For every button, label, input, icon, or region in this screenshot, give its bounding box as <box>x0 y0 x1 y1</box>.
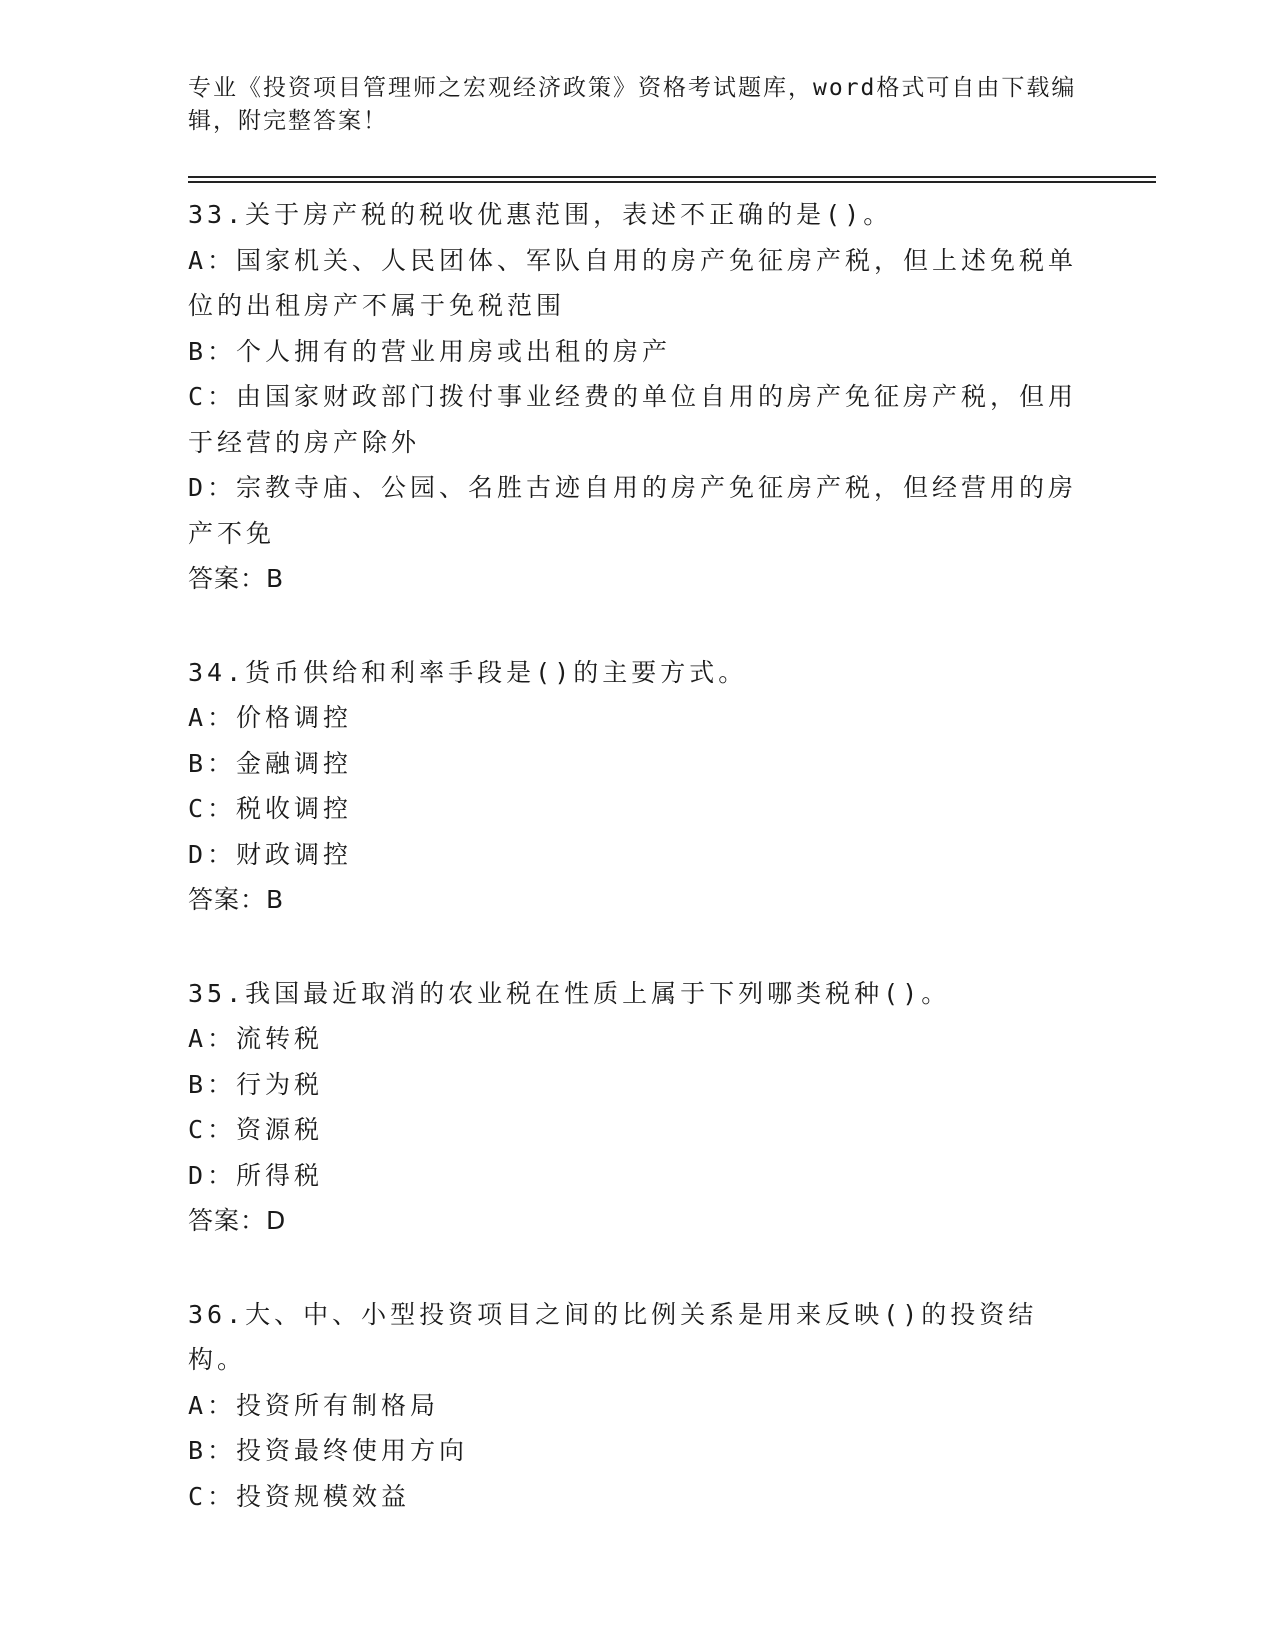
option-b: B：行为税 <box>188 1069 324 1099</box>
question-stem: 34.货币供给和利率手段是()的主要方式。 <box>188 657 748 687</box>
question-stem: 36.大、中、小型投资项目之间的比例关系是用来反映()的投资结构。 <box>188 1299 1038 1374</box>
question-stem: 33.关于房产税的税收优惠范围，表述不正确的是()。 <box>188 200 893 229</box>
option-c: C：税收调控 <box>188 794 353 823</box>
option-b: B：投资最终使用方向 <box>188 1436 469 1465</box>
option-c: C：投资规模效益 <box>188 1481 411 1511</box>
option-b: B：金融调控 <box>188 748 353 778</box>
option-c: C：由国家财政部门拨付事业经费的单位自用的房产免征房产税，但用于经营的房产除外 <box>188 382 1078 457</box>
question-stem: 35.我国最近取消的农业税在性质上属于下列哪类税种()。 <box>188 978 951 1008</box>
option-d: D：所得税 <box>188 1160 324 1190</box>
option-a: A：流转税 <box>188 1024 324 1053</box>
answer-line: 答案：D <box>188 1206 287 1235</box>
question-35 <box>188 969 1088 1244</box>
option-c: C：资源税 <box>188 1115 324 1144</box>
option-a: A：价格调控 <box>188 703 353 732</box>
question-33 <box>188 190 1088 602</box>
option-d: D：财政调控 <box>188 839 353 869</box>
option-b: B：个人拥有的营业用房或出租的房产 <box>188 336 672 366</box>
header-rule-bottom <box>188 181 1156 183</box>
question-36 <box>188 1290 1088 1520</box>
option-a: A：投资所有制格局 <box>188 1390 440 1420</box>
option-a: A：国家机关、人民团体、军队自用的房产免征房产税，但上述免税单位的出租房产不属于免税范围 <box>188 245 1078 320</box>
header-rule-top <box>188 176 1156 178</box>
question-list <box>188 190 1088 1565</box>
question-34 <box>188 648 1088 923</box>
answer-line: 答案：B <box>188 885 285 914</box>
document-header: 专业《投资项目管理师之宏观经济政策》资格考试题库，word格式可自由下载编辑，附完整答案！ <box>188 75 1077 134</box>
option-d: D：宗教寺庙、公园、名胜古迹自用的房产免征房产税，但经营用的房产不免 <box>188 473 1078 548</box>
answer-line: 答案：B <box>188 564 285 593</box>
